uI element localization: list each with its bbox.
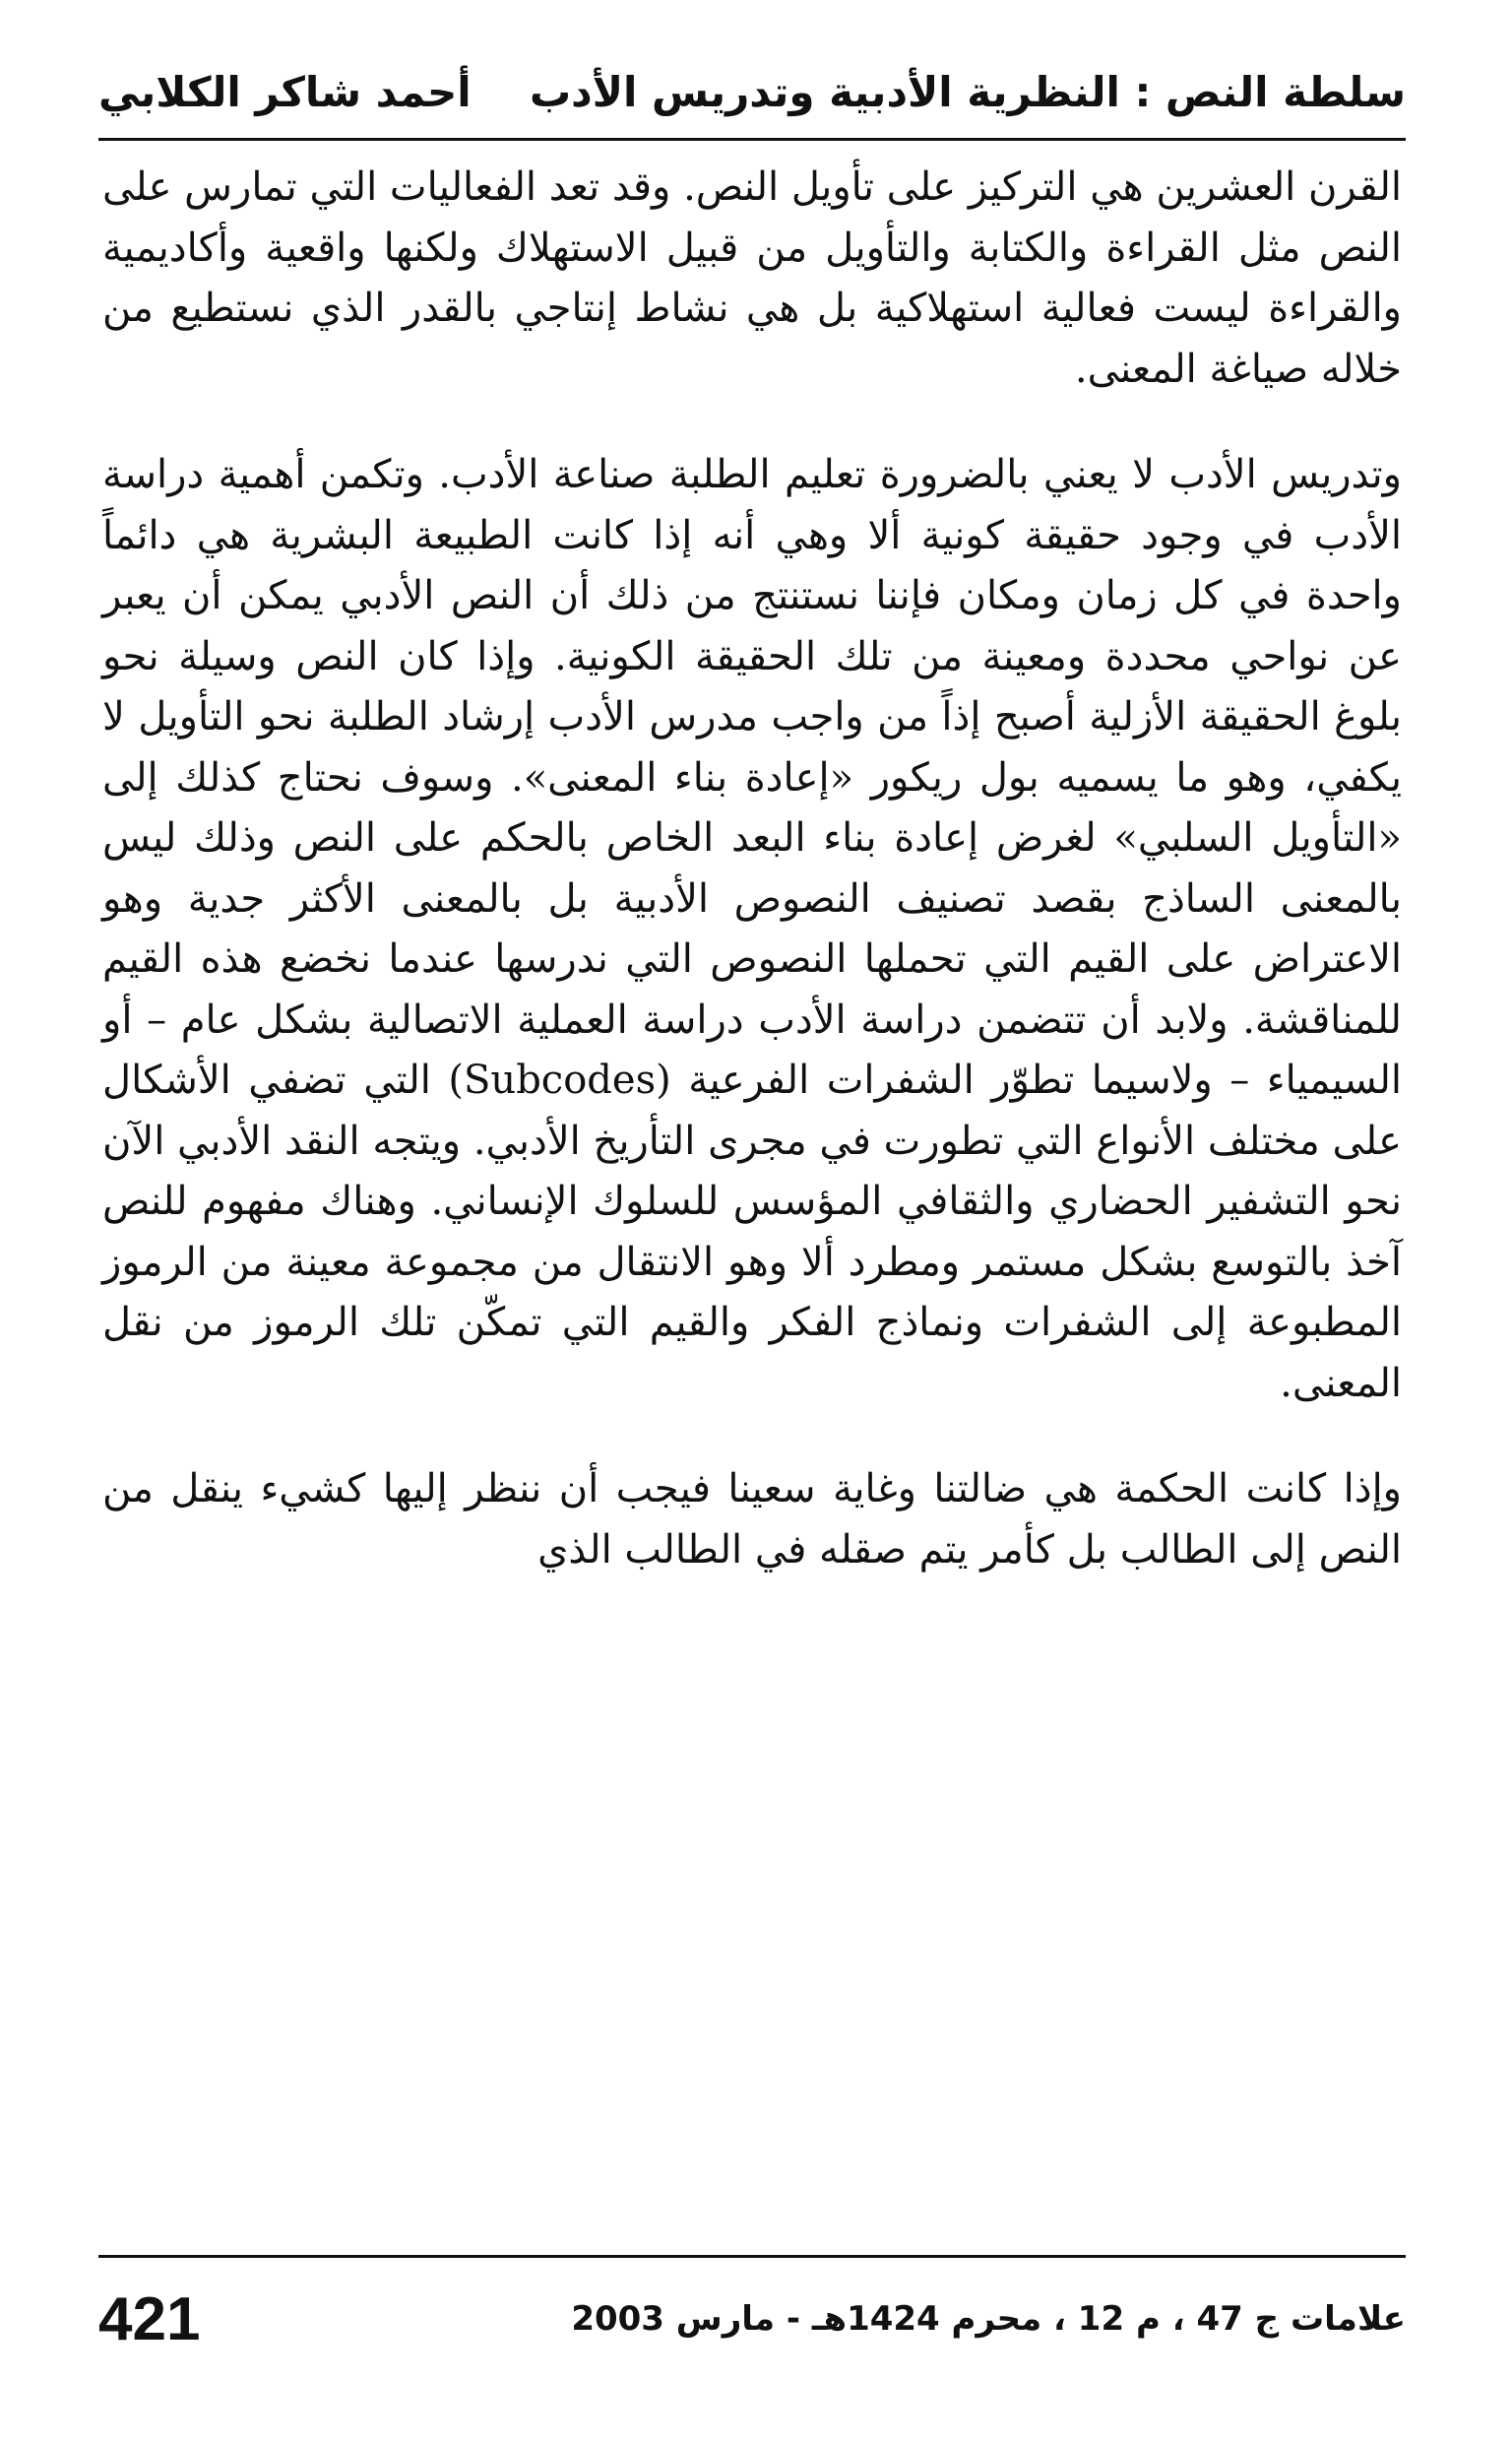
footer-divider	[98, 2255, 1406, 2258]
paragraph-1: القرن العشرين هي التركيز على تأويل النص. وقد تعد الفعاليات التي تمارس على النص مثل القراءة والكتابة والتأويل من قبيل الاستهلاك ولكنها واقعية وأكاديمية والقراءة ليست فعالية استهلاكية بل هي نشاط إنتاجي بالقدر الذي نستطيع من خلاله صياغة المعنى.	[102, 164, 1402, 392]
header-author: أحمد شاكر الكلابي	[98, 67, 472, 116]
paragraph-3: وإذا كانت الحكمة هي ضالتنا وغاية سعينا فيجب أن ننظر إليها كشيء ينقل من النص إلى الطالب بل كأمر يتم صقله في الطالب الذي	[102, 1466, 1402, 1573]
header-title: سلطة النص : النظرية الأدبية وتدريس الأدب	[529, 67, 1406, 116]
paragraph-2: وتدريس الأدب لا يعني بالضرورة تعليم الطلبة صناعة الأدب. وتكمن أهمية دراسة الأدب في وجود حقيقة كونية ألا وهي أنه إذا كانت الطبيعة البشرية هي دائماً واحدة في كل زمان ومكان فإننا نستنتج من ذلك أن النص الأدبي يمكن أن يعبر عن نواحي محددة ومعينة من تلك الحقيقة الكونية. وإذا كان النص وسيلة نحو بلوغ الحقيقة الأزلية أصبح إذاً من واجب مدرس الأدب إرشاد الطلبة نحو التأويل لا يكفي، وهو ما يسميه بول ريكور «إعادة بناء المعنى». وسوف نحتاج كذلك إلى «التأويل السلبي» لغرض إعادة بناء البعد الخاص بالحكم على النص وذلك ليس بالمعنى الساذج بقصد تصنيف النصوص الأدبية بل بالمعنى الأكثر جدية وهو الاعتراض على القيم التي تحملها النصوص التي ندرسها عندما نخضع هذه القيم للمناقشة. ولابد أن تتضمن دراسة الأدب دراسة العملية الاتصالية بشكل عام – أو السيمياء – ولاسيما تطوّر الشفرات الفرعية (Subcodes) التي تضفي الأشكال على مختلف الأنواع التي تطورت في مجرى التأريخ الأدبي. ويتجه النقد الأدبي الآن نحو التشفير الحضاري والثقافي المؤسس للسلوك الإنساني. وهناك مفهوم للنص آخذ بالتوسع بشكل مستمر ومطرد ألا وهو الانتقال من مجموعة معينة من الرموز المطبوعة إلى الشفرات ونماذج الفكر والقيم التي تمكّن تلك الرموز من نقل المعنى.	[102, 452, 1403, 1406]
page-number: 421	[98, 2284, 201, 2353]
journal-info: علامات ج 47 ، م 12 ، محرم 1424هـ - مارس 2003	[571, 2299, 1406, 2339]
running-header	[98, 49, 1406, 134]
article-body	[102, 158, 1402, 1580]
page-footer	[98, 2275, 1406, 2363]
header-divider	[98, 138, 1406, 141]
